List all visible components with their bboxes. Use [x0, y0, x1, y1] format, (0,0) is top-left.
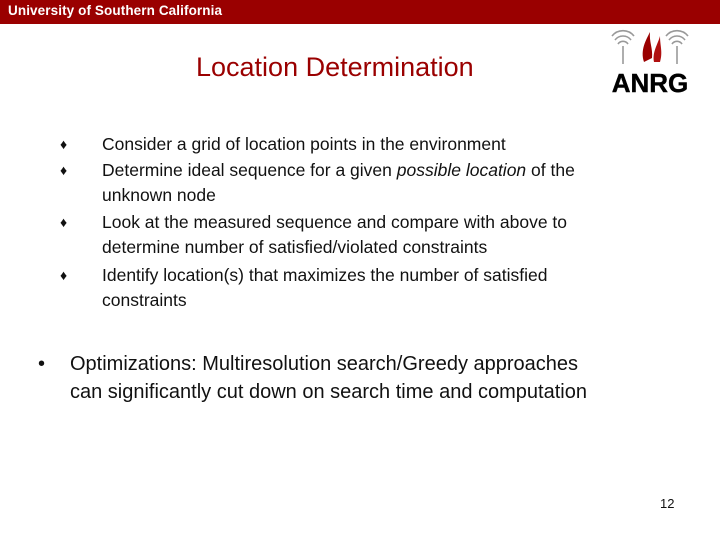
diamond-bullet-icon: ♦ — [60, 136, 68, 152]
round-bullet-icon: • — [38, 353, 46, 375]
flame-icon — [643, 32, 662, 62]
slide-title: Location Determination — [196, 52, 474, 82]
sub-bullet-item — [60, 158, 660, 208]
sub-bullet-item — [60, 132, 660, 157]
sub-bullet-text: Consider a grid of location points in the environment — [102, 134, 506, 154]
main-bullet-item — [38, 350, 678, 406]
university-name: University of Southern California — [8, 3, 223, 18]
antenna-left-icon — [612, 31, 634, 64]
page-number: 12 — [660, 496, 675, 511]
diamond-bullet-icon: ♦ — [60, 214, 68, 230]
logo-text: ANRG — [611, 68, 689, 98]
main-bullet-text: Optimizations: Multiresolution search/Greedy approaches can significantly cut down on search time and computation — [70, 353, 587, 403]
sub-bullet-text: Determine ideal sequence for a given possible location of the unknown node — [102, 160, 575, 205]
antenna-right-icon — [666, 31, 688, 64]
emphasis-text: possible location — [396, 160, 527, 180]
sub-bullet-text: Identify location(s) that maximizes the number of satisfied constraints — [102, 265, 548, 310]
diamond-bullet-icon: ♦ — [60, 162, 68, 178]
diamond-bullet-icon: ♦ — [60, 267, 68, 283]
sub-bullet-text: Look at the measured sequence and compare with above to determine number of satisfied/violated constraints — [102, 212, 568, 257]
sub-bullet-item — [60, 263, 660, 313]
sub-bullet-item — [60, 210, 660, 260]
university-header-bar — [0, 0, 720, 24]
anrg-logo — [600, 22, 700, 102]
